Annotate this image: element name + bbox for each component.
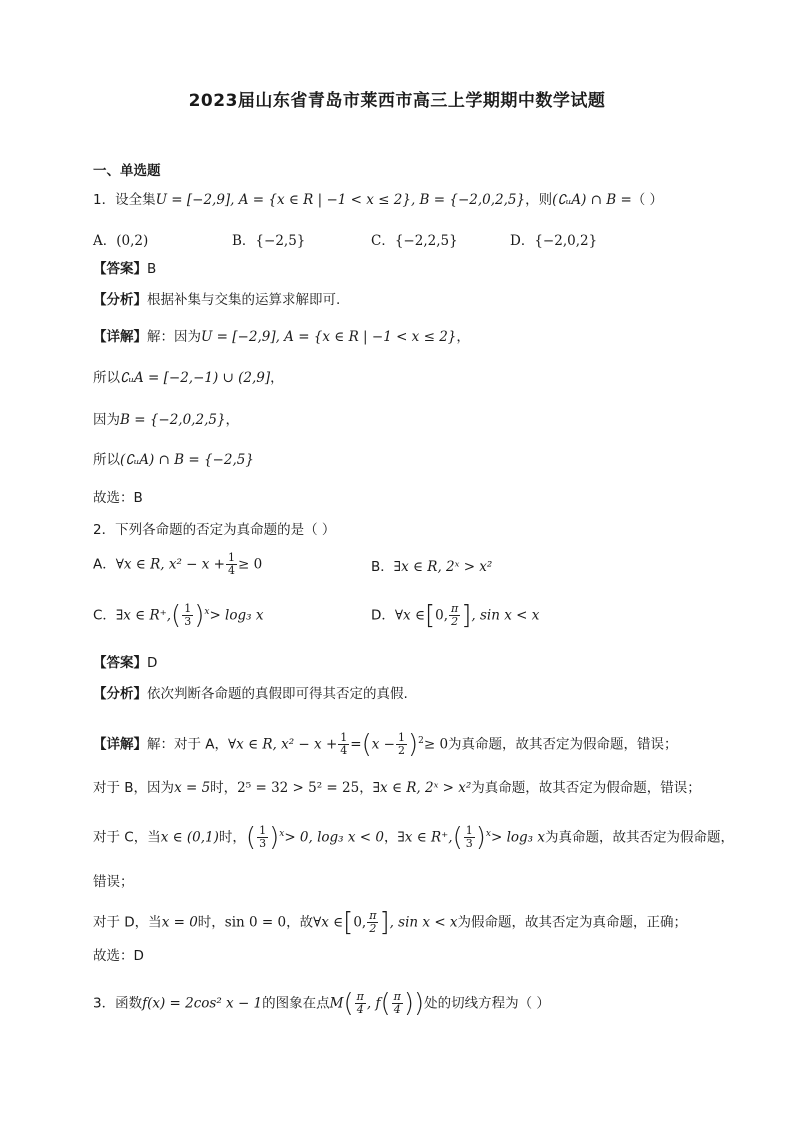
q2-conclusion: 故选：D bbox=[93, 948, 144, 964]
q1-stem-math2: (∁ᵤA) ∩ B = bbox=[552, 192, 632, 208]
section-heading: 一、单选题 bbox=[93, 163, 161, 179]
q1-analysis-text: 根据补集与交集的运算求解即可. bbox=[147, 292, 341, 308]
answer-tag: 【答案】 bbox=[93, 655, 147, 671]
detail-tag: 【详解】 bbox=[93, 329, 147, 345]
q2-option-a bbox=[93, 552, 262, 577]
detail-tag: 【详解】 bbox=[93, 736, 147, 753]
q1-detail-3 bbox=[93, 410, 239, 430]
q2-option-c-fraction bbox=[182, 603, 193, 628]
q1-answer bbox=[93, 259, 156, 279]
fraction-denominator: 4 bbox=[227, 564, 235, 577]
q2-option-d-math-b: , sin x < x bbox=[471, 607, 540, 624]
analysis-tag: 【分析】 bbox=[93, 686, 147, 702]
q2-detail-a-text: 解：对于 A， bbox=[147, 736, 229, 753]
q1-option-a: A．(0,2) bbox=[93, 233, 149, 249]
q2-option-a-tail: ≥ 0 bbox=[237, 556, 263, 573]
q2-detail-c-tail: 为真命题，故其否定为假命题， bbox=[545, 829, 734, 846]
q2-detail-d-text2: 时， bbox=[197, 914, 225, 931]
q1-detail-4 bbox=[93, 450, 254, 470]
q1-option-c: C．{−2,2,5} bbox=[371, 233, 458, 249]
q2-option-d-label: D． bbox=[371, 607, 395, 624]
q2-option-b-label: B． bbox=[371, 559, 394, 575]
q1-detail-1 bbox=[93, 327, 470, 347]
q2-answer-value: D bbox=[147, 655, 158, 671]
q2-detail-d-m2: sin 0 = 0 bbox=[224, 914, 287, 931]
q1-analysis bbox=[93, 290, 340, 310]
q2-detail-c-text2: 时， bbox=[218, 829, 246, 846]
fraction: $\frac{1}{4}$ bbox=[340, 731, 348, 757]
q1-conclusion: 故选：B bbox=[93, 490, 143, 506]
fraction: $\frac{1}{2}$ bbox=[397, 731, 405, 757]
fraction: $\frac{1}{3}$ bbox=[259, 824, 267, 850]
q1-detail-2 bbox=[93, 368, 284, 388]
q2-detail-c-m4: > log₃ x bbox=[490, 829, 545, 846]
q3-stem-tail: 处的切线方程为（ ） bbox=[424, 995, 550, 1012]
q1-option-d: D．{−2,0,2} bbox=[510, 233, 598, 249]
q2-detail-b-text3: ， bbox=[359, 780, 373, 796]
q2-detail-b-m1: x = 5 bbox=[174, 780, 211, 796]
q2-detail-c-wrap: 错误； bbox=[93, 874, 134, 890]
q2-stem: 2．下列各命题的否定为真命题的是（ ） bbox=[93, 522, 336, 538]
q2-detail-d-text3: ，故 bbox=[286, 914, 314, 931]
q1-stem-math: U = [−2,9], A = {x ∈ R | −1 < x ≤ 2}, B = {−2,0,2,5} bbox=[155, 192, 526, 208]
q1-detail-3-end: ， bbox=[225, 412, 240, 428]
q2-detail-a: 【详解】解：对于 A，∀x ∈ R, x² − x + $\frac{1}{4}$ =(x − $\frac{1}{2}$ )$^2$≥ 0为真命题，故其否定为假命题，错误； bbox=[93, 729, 678, 760]
fraction-numerator: π bbox=[356, 990, 364, 1003]
q1-detail-2-end: ， bbox=[270, 370, 284, 386]
fraction-denominator: 3 bbox=[184, 615, 192, 628]
q1-detail-1-math: U = [−2,9], A = {x ∈ R | −1 < x ≤ 2} bbox=[201, 329, 457, 345]
q2-detail-c-m2: > 0, log₃ x < 0 bbox=[284, 829, 384, 846]
exponent-x: x bbox=[204, 607, 210, 617]
q1-stem-text: 1．设全集 bbox=[93, 192, 156, 208]
answer-tag: 【答案】 bbox=[93, 261, 147, 277]
q3-stem-text: 3．函数 bbox=[93, 995, 143, 1012]
q3-stem-text-b: 的图象在点 bbox=[262, 995, 330, 1012]
q2-detail-b-tail: 为真命题，故其否定为假命题，错误； bbox=[471, 780, 701, 796]
q2-option-d-fraction bbox=[449, 603, 460, 628]
q2-answer bbox=[93, 653, 157, 673]
q3-point-label: M bbox=[329, 995, 344, 1012]
q2-detail-c-text3: ， bbox=[383, 829, 398, 846]
q2-detail-d-tail: 为假命题，故其否定为真命题，正确； bbox=[457, 914, 688, 931]
q2-option-d: D．∀x ∈[0, $\frac{\pi}{2}$ ], sin x < x bbox=[371, 600, 540, 631]
q2-detail-a-tail: 为真命题，故其否定为假命题，错误； bbox=[448, 736, 678, 753]
q2-option-b bbox=[371, 555, 492, 575]
right-bracket: ] bbox=[461, 600, 472, 631]
document-title: 2023届山东省青岛市莱西市高三上学期期中数学试题 bbox=[188, 91, 606, 111]
q2-detail-c-m1: x ∈ (0,1) bbox=[160, 829, 219, 846]
q1-detail-2-text: 所以 bbox=[93, 370, 120, 386]
q2-detail-b-text2: 时， bbox=[210, 780, 238, 796]
q2-detail-d: 对于 D，当x = 0时，sin 0 = 0，故∀x ∈[0, $\frac{\pi}{2}$ ], sin x < x为假命题，故其否定为真命题，正确； bbox=[93, 907, 688, 938]
q2-detail-a-math3: ≥ 0 bbox=[423, 736, 449, 753]
q1-detail-4-text: 所以 bbox=[93, 452, 120, 468]
q2-detail-c-m3: ∃x ∈ R⁺, bbox=[397, 829, 453, 846]
fraction: $\frac{\pi}{4}$ bbox=[393, 990, 401, 1016]
q2-detail-c: 对于 C，当x ∈ (0,1)时，( $\frac{1}{3}$ )$^x$> 0, log₃ x < 0，∃x ∈ R⁺,( $\frac{1}{3}$ )$^x$> log₃ x为真命题，故其否定为假命题， bbox=[93, 822, 734, 853]
q2-option-a-math: ∀x ∈ R, x² − x + bbox=[115, 556, 225, 573]
equals: = bbox=[350, 736, 362, 753]
q3-stem-math: f(x) = 2cos² x − 1 bbox=[142, 995, 263, 1012]
fraction-numerator: 1 bbox=[184, 602, 192, 615]
right-paren: ) bbox=[194, 600, 205, 631]
analysis-tag: 【分析】 bbox=[93, 292, 147, 308]
q2-option-b-math: ∃x ∈ R, 2ˣ > x² bbox=[393, 559, 493, 575]
q2-detail-d-text: 对于 D，当 bbox=[93, 914, 162, 931]
fraction-numerator: 1 bbox=[227, 551, 235, 564]
fraction-denominator: 2 bbox=[451, 615, 459, 628]
q1-answer-value: B bbox=[147, 261, 157, 277]
q1-detail-3-text: 因为 bbox=[93, 412, 120, 428]
q2-detail-d-m3: ∀x ∈ bbox=[313, 914, 344, 931]
left-bracket: [ bbox=[424, 600, 436, 631]
q3-fraction bbox=[355, 991, 366, 1016]
q1-detail-3-math: B = {−2,0,2,5} bbox=[120, 412, 226, 428]
q1-detail-1-end: ， bbox=[456, 329, 470, 345]
q2-detail-c-text: 对于 C，当 bbox=[93, 829, 161, 846]
q1-detail-1-text: 解：因为 bbox=[147, 329, 201, 345]
q1-detail-4-math: (∁ᵤA) ∩ B = {−2,5} bbox=[120, 452, 254, 468]
q2-detail-a-math: ∀x ∈ R, x² − x + bbox=[228, 736, 338, 753]
q2-detail-b bbox=[93, 778, 701, 798]
q2-option-c bbox=[93, 600, 264, 631]
q2-option-c-label: C． bbox=[93, 607, 116, 624]
q2-option-a-fraction bbox=[226, 552, 237, 577]
left-paren: ( bbox=[171, 600, 182, 631]
q1-stem-text-b: ，则 bbox=[525, 192, 553, 208]
q2-option-c-math: ∃x ∈ R⁺, bbox=[115, 607, 172, 624]
fraction: $\frac{1}{3}$ bbox=[465, 824, 473, 850]
q2-detail-b-text: 对于 B，因为 bbox=[93, 780, 175, 796]
q2-analysis-text: 依次判断各命题的真假即可得其否定的真假. bbox=[147, 686, 408, 702]
fraction: $\frac{\pi}{2}$ bbox=[369, 909, 377, 935]
q1-stem-blank: （ ） bbox=[631, 192, 664, 208]
fraction-denominator: 4 bbox=[356, 1003, 364, 1016]
q1-option-b: B．{−2,5} bbox=[232, 233, 306, 249]
q2-option-d-math: ∀x ∈ bbox=[394, 607, 425, 624]
q1-stem bbox=[93, 190, 663, 210]
q3-stem: 3．函数f(x) = 2cos² x − 1的图象在点M( $\frac{\pi}{4}$ , f( $\frac{\pi}{4}$ ))处的切线方程为（ ） bbox=[93, 988, 550, 1019]
q2-detail-d-m4: , sin x < x bbox=[389, 914, 458, 931]
q1-detail-2-math: ∁ᵤA = [−2,−1) ∪ (2,9] bbox=[120, 370, 271, 386]
fraction-numerator: π bbox=[451, 602, 459, 615]
q3-stem-math3: , f bbox=[366, 995, 381, 1012]
q2-option-c-math-b: > log₃ x bbox=[209, 607, 264, 624]
q2-detail-b-m3: ∃x ∈ R, 2ˣ > x² bbox=[372, 780, 472, 796]
q2-option-a-label: A． bbox=[93, 556, 116, 573]
q2-detail-b-m2: 2⁵ = 32 > 5² = 25 bbox=[237, 780, 360, 796]
q2-analysis bbox=[93, 684, 408, 704]
q2-detail-d-m1: x = 0 bbox=[161, 914, 198, 931]
